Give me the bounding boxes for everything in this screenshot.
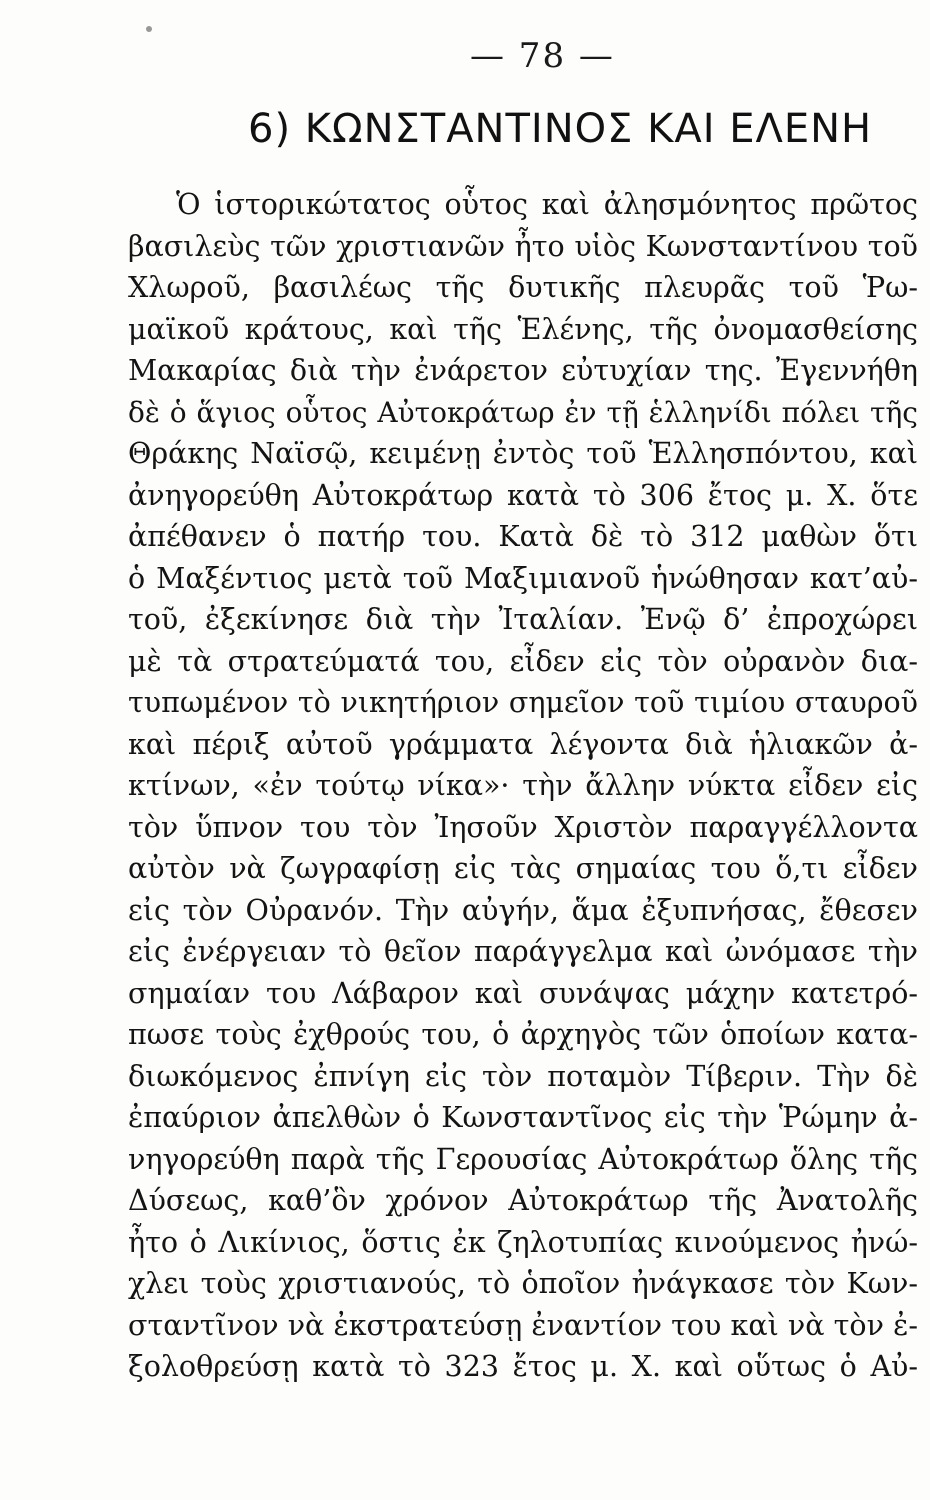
text-line: Χλωροῦ, βασιλέως τῆς δυτικῆς πλευρᾶς τοῦ Ῥω- (128, 271, 918, 304)
text-line: Θράκης Ναϊσῷ, κειμένῃ ἐντὸς τοῦ Ἑλλησπόντου, καὶ (128, 437, 918, 470)
text-line: νηγορεύθη παρὰ τῆς Γερουσίας Αὐτοκράτωρ ὅλης τῆς (128, 1142, 918, 1176)
text-line: εἰς ἐνέργειαν τὸ θεῖον παράγγελμα καὶ ὠνόμασε τὴν (128, 935, 918, 968)
text-line: χλει τοὺς χριστιανούς, τὸ ὁποῖον ἠνάγκασε τὸν Κων- (128, 1267, 918, 1300)
text-line: τοῦ, ἐξεκίνησε διὰ τὴν Ἰταλίαν. Ἐνῷ δ’ ἐπροχώρει (128, 603, 918, 636)
text-line: ἐπαύριον ἀπελθὼν ὁ Κωνσταντῖνος εἰς τὴν Ῥώμην ἀ- (128, 1101, 918, 1134)
text-line: δὲ ὁ ἅγιος οὗτος Αὐτοκράτωρ ἐν τῇ ἑλληνίδι πόλει τῆς (128, 395, 918, 429)
text-line: Μακαρίας διὰ τὴν ἐνάρετον εὐτυχίαν της. Ἐγεννήθη (128, 354, 918, 387)
text-line: Δύσεως, καθ’ὃν χρόνον Αὐτοκράτωρ τῆς Ἀνατολῆς (128, 1184, 918, 1217)
text-line: ξολοθρεύσῃ κατὰ τὸ 323 ἔτος μ. Χ. καὶ οὕτως ὁ Αὐ- (128, 1350, 918, 1383)
text-line: σημαίαν του Λάβαρον καὶ συνάψας μάχην κατετρό- (128, 976, 918, 1010)
text-line: μὲ τὰ στρατεύματά του, εἶδεν εἰς τὸν οὐρανὸν δια- (128, 644, 918, 678)
text-line: σταντῖνον νὰ ἐκστρατεύσῃ ἐναντίον του καὶ νὰ τὸν ἐ- (128, 1308, 918, 1342)
text-line: κτίνων, «ἐν τούτῳ νίκα»· τὴν ἄλλην νύκτα εἶδεν εἰς (128, 769, 918, 802)
text-line: διωκόμενος ἐπνίγη εἰς τὸν ποταμὸν Τίβεριν. Τὴν δὲ (128, 1059, 918, 1093)
text-line: τυπωμένον τὸ νικητήριον σημεῖον τοῦ τιμίου σταυροῦ (128, 686, 918, 719)
text-line: ὁ Μαξέντιος μετὰ τοῦ Μαξιμιανοῦ ἡνώθησαν κατ’αὐ- (128, 561, 918, 595)
text-line: καὶ πέριξ αὐτοῦ γράμματα λέγοντα διὰ ἡλιακῶν ἀ- (128, 727, 918, 761)
ink-speck (146, 26, 152, 32)
body-text (128, 184, 918, 1388)
chapter-title: 6) ΚΩΝΣΤΑΝΤΙΝΟΣ ΚΑΙ ΕΛΕΝΗ (248, 106, 873, 152)
text-line: ἀπέθανεν ὁ πατήρ του. Κατὰ δὲ τὸ 312 μαθὼν ὅτι (128, 520, 918, 553)
text-line: πωσε τοὺς ἐχθρούς του, ὁ ἀρχηγὸς τῶν ὁποίων κατα- (128, 1018, 918, 1051)
text-line: Ὁ ἱστορικώτατος οὗτος καὶ ἀλησμόνητος πρῶτος (176, 188, 918, 221)
text-line: ἦτο ὁ Λικίνιος, ὅστις ἐκ ζηλοτυπίας κινούμενος ἠνώ- (128, 1225, 918, 1259)
text-line: βασιλεὺς τῶν χριστιανῶν ἦτο υἱὸς Κωνσταντίνου τοῦ (128, 229, 918, 263)
text-line: τὸν ὕπνον του τὸν Ἰησοῦν Χριστὸν παραγγέλλοντα (128, 810, 918, 844)
text-line: αὐτὸν νὰ ζωγραφίσῃ εἰς τὰς σημαίας του ὅ,τι εἶδεν (128, 852, 918, 885)
page-number: — 78 — (470, 36, 615, 76)
text-line: μαϊκοῦ κράτους, καὶ τῆς Ἑλένης, τῆς ὀνομασθείσης (128, 312, 918, 346)
text-line: εἰς τὸν Οὐρανόν. Τὴν αὐγήν, ἅμα ἐξυπνήσας, ἔθεσεν (128, 893, 918, 927)
text-line: ἀνηγορεύθη Αὐτοκράτωρ κατὰ τὸ 306 ἔτος μ. Χ. ὅτε (128, 478, 918, 512)
